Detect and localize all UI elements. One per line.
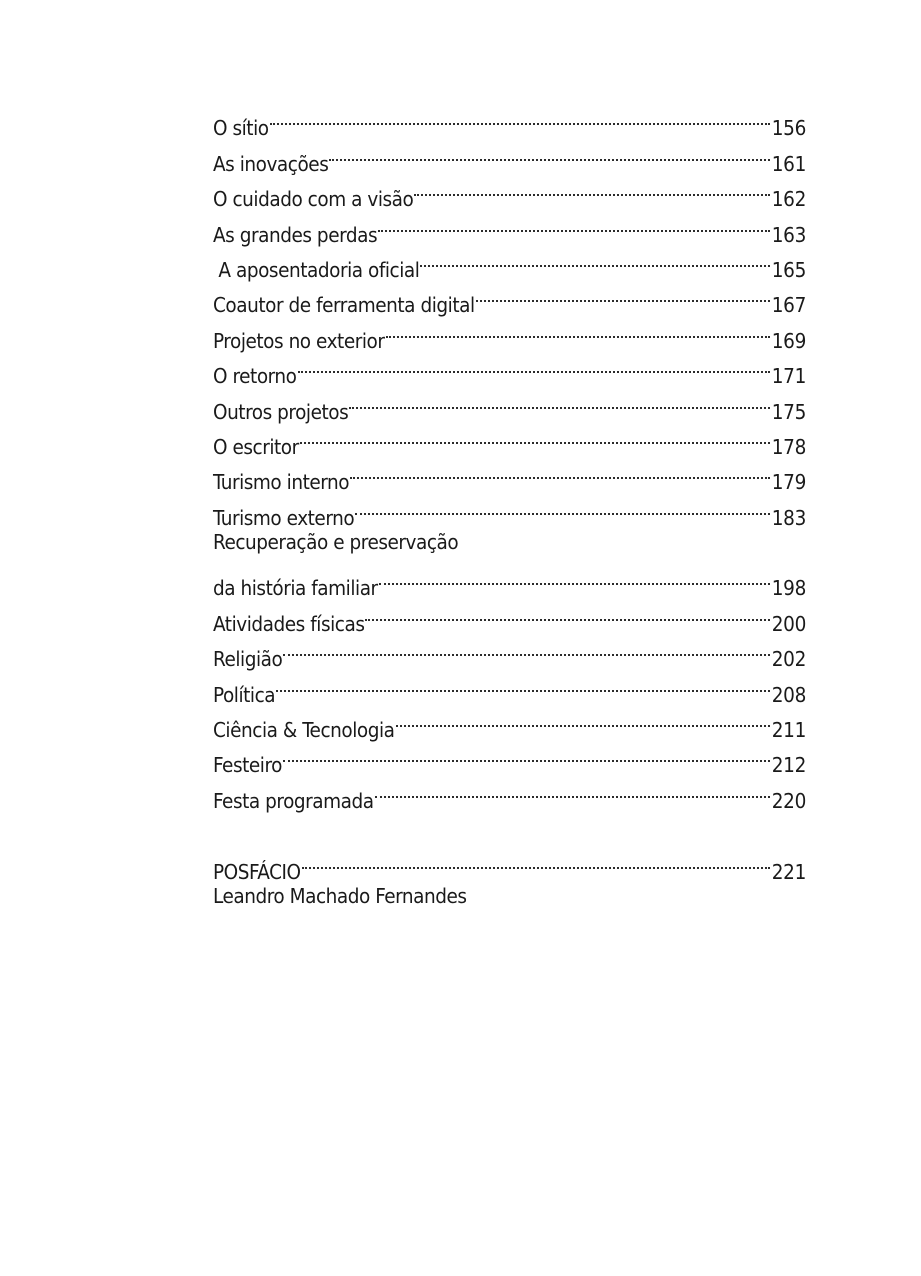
toc-entry-title: da história familiar: [213, 576, 378, 601]
toc-entry[interactable]: [213, 737, 806, 778]
toc-entry[interactable]: [213, 383, 806, 424]
toc-entry-title: Religião: [213, 647, 283, 672]
toc-entry[interactable]: [213, 525, 806, 560]
toc-entry-title: POSFÁCIO: [213, 859, 301, 884]
toc-entry-page: 221: [771, 859, 806, 884]
toc-entry-page: 183: [771, 505, 806, 530]
dot-leader: [349, 383, 769, 418]
toc-entry-title: O cuidado com a visão: [213, 187, 414, 212]
toc-entry-page: 165: [771, 257, 806, 282]
toc-entry-page: 167: [771, 293, 806, 318]
toc-entry-title: O retorno: [213, 364, 297, 389]
toc-entry-title: As inovações: [213, 151, 329, 176]
toc-entry-posfacio[interactable]: [213, 843, 806, 884]
dot-leader: [302, 843, 770, 878]
toc-entry[interactable]: [213, 702, 806, 743]
toc-entry[interactable]: [213, 454, 806, 495]
toc-entry-title: Turismo externo: [213, 505, 355, 530]
dot-leader: [276, 666, 770, 701]
toc-entry-page: 163: [771, 222, 806, 247]
dot-leader: [365, 595, 769, 630]
toc-entry-page: 211: [771, 718, 806, 743]
dot-leader: [420, 242, 769, 277]
toc-entry-title: Turismo interno: [213, 470, 350, 495]
dot-leader: [375, 772, 770, 807]
dot-leader: [270, 100, 770, 135]
toc-entry-title: Outros projetos: [213, 399, 349, 424]
toc-entry-title: Projetos no exterior: [213, 328, 385, 353]
dot-leader: [355, 489, 770, 524]
toc-entry-page: 220: [771, 788, 806, 813]
toc-entry[interactable]: [213, 666, 806, 707]
toc-entry-page: 162: [771, 187, 806, 212]
dot-leader: [476, 277, 770, 312]
dot-leader: [386, 312, 770, 347]
dot-leader: [350, 454, 770, 489]
toc-entry[interactable]: [213, 100, 806, 141]
toc-entry-title: Festa programada: [213, 788, 374, 813]
toc-entry-title: Ciência & Tecnologia: [213, 718, 395, 743]
dot-leader: [283, 737, 770, 772]
toc-entry[interactable]: [213, 631, 806, 672]
dot-leader: [283, 631, 769, 666]
toc-entry-page: 212: [771, 753, 806, 778]
dot-leader: [298, 348, 770, 383]
toc-entry-page: 200: [771, 611, 806, 636]
toc-entry-page: 179: [771, 470, 806, 495]
posfacio-author: [213, 879, 806, 914]
toc-entry[interactable]: [213, 772, 806, 813]
toc-entry-title: Política: [213, 682, 276, 707]
dot-leader: [329, 135, 769, 170]
toc-entry-page: 208: [771, 682, 806, 707]
toc-entry[interactable]: [213, 135, 806, 176]
toc-entry-page: 169: [771, 328, 806, 353]
dot-leader: [379, 560, 770, 595]
toc-entry[interactable]: [213, 348, 806, 389]
table-of-contents: [213, 100, 806, 914]
toc-entry-title: O escritor: [213, 434, 299, 459]
toc-entry-title: Coautor de ferramenta digital: [213, 293, 475, 318]
author-name: Leandro Machado Fernandes: [213, 883, 467, 908]
toc-entry-page: 178: [771, 434, 806, 459]
toc-entry-title: A aposentadoria oficial: [213, 257, 420, 282]
toc-entry-page: 156: [771, 116, 806, 141]
dot-leader: [378, 206, 770, 241]
dot-leader: [300, 419, 770, 454]
toc-entry-page: 171: [771, 364, 806, 389]
toc-entry-title: Atividades físicas: [213, 611, 365, 636]
toc-entry-title: Recuperação e preservação: [213, 529, 459, 554]
toc-entry-page: 198: [771, 576, 806, 601]
dot-leader: [414, 171, 769, 206]
toc-entry-page: 202: [771, 647, 806, 672]
toc-entry-title: Festeiro: [213, 753, 282, 778]
toc-entry-title: As grandes perdas: [213, 222, 378, 247]
toc-entry-page: 175: [771, 399, 806, 424]
toc-entry[interactable]: [213, 419, 806, 459]
dot-leader: [396, 702, 770, 737]
toc-entry-title: O sítio: [213, 116, 269, 141]
toc-entry[interactable]: [213, 560, 806, 601]
toc-entry-page: 161: [771, 151, 806, 176]
